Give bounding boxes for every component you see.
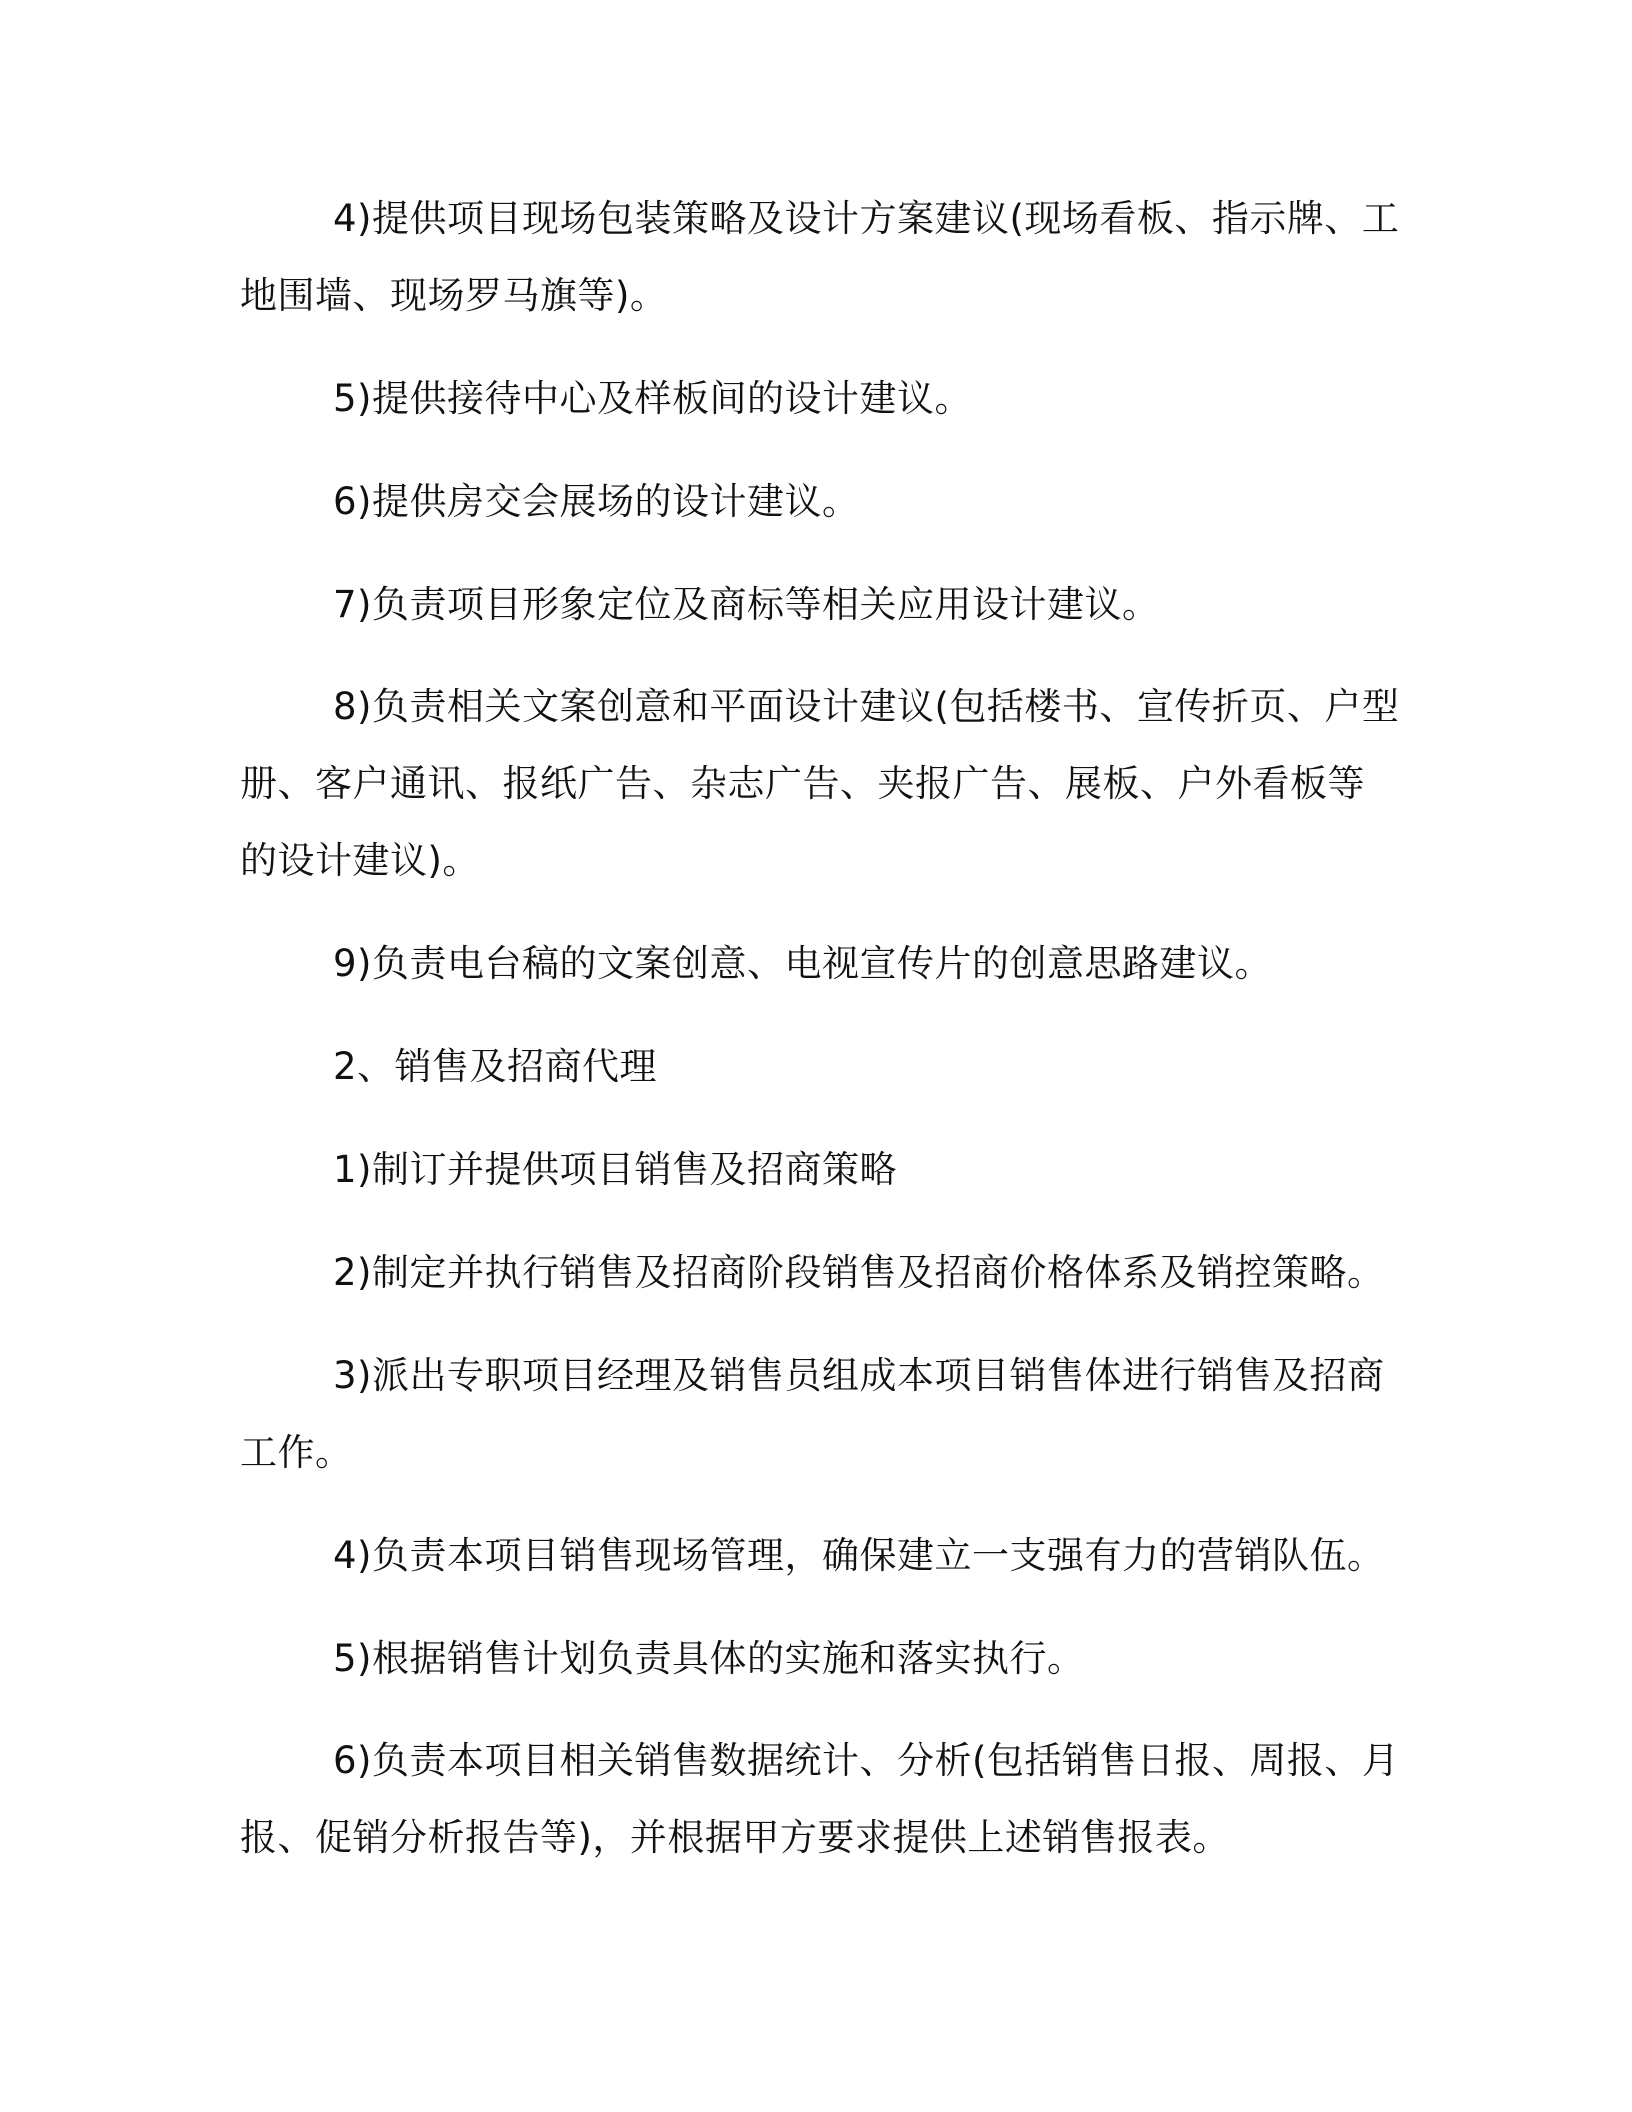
paragraph-item-7-brand-positioning: 7)负责项目形象定位及商标等相关应用设计建议。: [333, 583, 1160, 626]
paragraph-item-9-radio-tv: 9)负责电台稿的文案创意、电视宣传片的创意思路建议。: [333, 942, 1272, 985]
paragraph-sales-item-4: 4)负责本项目销售现场管理，确保建立一支强有力的营销队伍。: [333, 1534, 1385, 1577]
paragraph-sales-item-6: 6)负责本项目相关销售数据统计、分析(包括销售日报、周报、月报、促销分析报告等)，并根据甲方要求提供上述销售报表。: [240, 1739, 1400, 1859]
paragraph-sales-item-1: 1)制订并提供项目销售及招商策略: [333, 1148, 897, 1191]
paragraph-item-5-reception-center: 5)提供接待中心及样板间的设计建议。: [333, 377, 972, 420]
paragraph-sales-item-3: 3)派出专职项目经理及销售员组成本项目销售体进行销售及招商工作。: [240, 1354, 1385, 1474]
paragraph-item-4-site-packaging: 4)提供项目现场包装策略及设计方案建议(现场看板、指示牌、工地围墙、现场罗马旗等)。: [240, 197, 1400, 317]
section-heading-sales-agency: 2、销售及招商代理: [333, 1045, 658, 1088]
paragraph-item-6-expo-booth: 6)提供房交会展场的设计建议。: [333, 480, 860, 523]
paragraph-sales-item-2: 2)制定并执行销售及招商阶段销售及招商价格体系及销控策略。: [333, 1251, 1385, 1294]
paragraph-item-8-copywriting-design: 8)负责相关文案创意和平面设计建议(包括楼书、宣传折页、户型册、客户通讯、报纸广告、杂志广告、夹报广告、展板、户外看板等的设计建议)。: [240, 685, 1400, 882]
paragraph-sales-item-5: 5)根据销售计划负责具体的实施和落实执行。: [333, 1637, 1085, 1680]
